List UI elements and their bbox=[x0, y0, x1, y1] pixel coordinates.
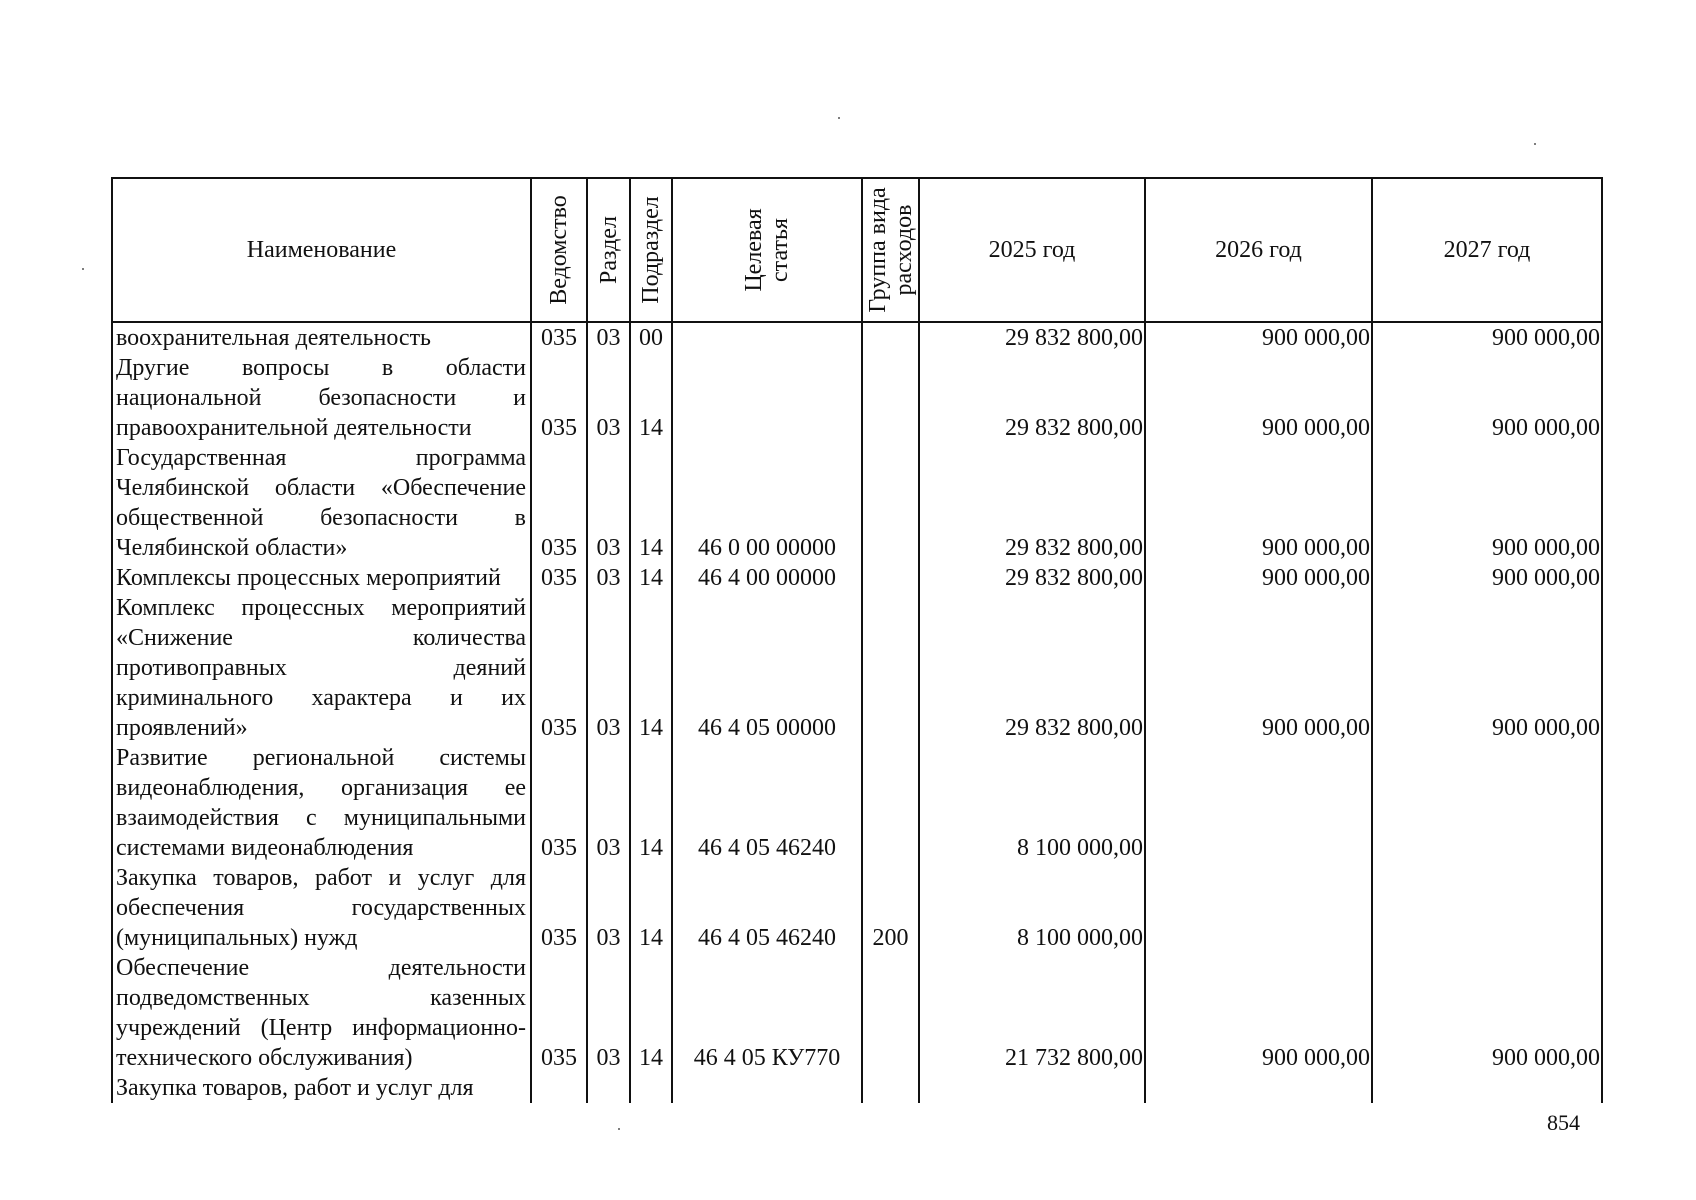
row-department: 035 bbox=[531, 743, 587, 863]
row-section: 03 bbox=[587, 353, 630, 443]
scan-speck bbox=[838, 117, 840, 119]
row-amount-2026 bbox=[1145, 743, 1372, 863]
row-amount-2025: 29 832 800,00 bbox=[919, 353, 1145, 443]
row-amount-2025: 29 832 800,00 bbox=[919, 443, 1145, 563]
row-department bbox=[531, 1073, 587, 1103]
row-expense-group bbox=[862, 743, 919, 863]
row-subsection: 14 bbox=[630, 593, 672, 743]
row-amount-2026: 900 000,00 bbox=[1145, 953, 1372, 1073]
row-name: Развитие региональной системы видеонаблюдения, организация ее взаимодействия с муниципальными системами видеонаблюдения bbox=[112, 743, 531, 863]
row-subsection: 14 bbox=[630, 863, 672, 953]
table-body bbox=[112, 322, 1602, 1103]
row-amount-2027 bbox=[1372, 1073, 1602, 1103]
table-row bbox=[112, 953, 1602, 1073]
row-amount-2027: 900 000,00 bbox=[1372, 563, 1602, 593]
row-expense-group bbox=[862, 593, 919, 743]
scan-speck bbox=[1534, 143, 1536, 145]
row-expense-group: 200 bbox=[862, 863, 919, 953]
row-amount-2025: 8 100 000,00 bbox=[919, 743, 1145, 863]
table-row bbox=[112, 593, 1602, 743]
header-expense-group: Группа вида расходов bbox=[862, 178, 919, 322]
row-expense-group bbox=[862, 353, 919, 443]
row-name: воохранительная деятельность bbox=[112, 322, 531, 353]
header-target-article: Целевая статья bbox=[672, 178, 862, 322]
row-name: Государственная программа Челябинской области «Обеспечение общественной безопасности в Челябинской области» bbox=[112, 443, 531, 563]
row-amount-2027 bbox=[1372, 863, 1602, 953]
table-header bbox=[112, 178, 1602, 322]
row-amount-2027: 900 000,00 bbox=[1372, 353, 1602, 443]
table-row bbox=[112, 322, 1602, 353]
row-department: 035 bbox=[531, 593, 587, 743]
row-amount-2027: 900 000,00 bbox=[1372, 593, 1602, 743]
row-amount-2026: 900 000,00 bbox=[1145, 563, 1372, 593]
row-subsection: 00 bbox=[630, 322, 672, 353]
row-amount-2025: 29 832 800,00 bbox=[919, 322, 1145, 353]
row-target-article: 46 0 00 00000 bbox=[672, 443, 862, 563]
row-amount-2025: 21 732 800,00 bbox=[919, 953, 1145, 1073]
row-target-article: 46 4 05 КУ770 bbox=[672, 953, 862, 1073]
row-department: 035 bbox=[531, 563, 587, 593]
row-name: Закупка товаров, работ и услуг для обеспечения государственных (муниципальных) нужд bbox=[112, 863, 531, 953]
row-name: Закупка товаров, работ и услуг для bbox=[112, 1073, 531, 1103]
row-amount-2027: 900 000,00 bbox=[1372, 443, 1602, 563]
row-section bbox=[587, 1073, 630, 1103]
scan-speck bbox=[82, 268, 84, 270]
row-target-article: 46 4 00 00000 bbox=[672, 563, 862, 593]
row-target-article: 46 4 05 00000 bbox=[672, 593, 862, 743]
row-target-article bbox=[672, 353, 862, 443]
row-amount-2027: 900 000,00 bbox=[1372, 322, 1602, 353]
budget-table bbox=[111, 177, 1603, 1103]
row-amount-2027: 900 000,00 bbox=[1372, 953, 1602, 1073]
row-target-article bbox=[672, 322, 862, 353]
row-name: Обеспечение деятельности подведомственных казенных учреждений (Центр информационно-технического обслуживания) bbox=[112, 953, 531, 1073]
row-expense-group bbox=[862, 953, 919, 1073]
row-amount-2025: 29 832 800,00 bbox=[919, 563, 1145, 593]
header-year-2027: 2027 год bbox=[1372, 178, 1602, 322]
header-year-2026: 2026 год bbox=[1145, 178, 1372, 322]
row-expense-group bbox=[862, 443, 919, 563]
row-amount-2026: 900 000,00 bbox=[1145, 322, 1372, 353]
row-expense-group bbox=[862, 563, 919, 593]
row-target-article: 46 4 05 46240 bbox=[672, 863, 862, 953]
row-amount-2027 bbox=[1372, 743, 1602, 863]
header-section: Раздел bbox=[587, 178, 630, 322]
header-name: Наименование bbox=[112, 178, 531, 322]
table-row bbox=[112, 863, 1602, 953]
row-section: 03 bbox=[587, 443, 630, 563]
row-section: 03 bbox=[587, 563, 630, 593]
row-section: 03 bbox=[587, 743, 630, 863]
row-subsection bbox=[630, 1073, 672, 1103]
row-subsection: 14 bbox=[630, 563, 672, 593]
table-row bbox=[112, 443, 1602, 563]
row-expense-group bbox=[862, 1073, 919, 1103]
scan-speck bbox=[618, 1128, 620, 1130]
header-subsection: Подраздел bbox=[630, 178, 672, 322]
row-department: 035 bbox=[531, 443, 587, 563]
page-number: 854 bbox=[1547, 1110, 1580, 1135]
header-department: Ведомство bbox=[531, 178, 587, 322]
row-name: Комплекс процессных мероприятий «Снижение количества противоправных деяний криминального характера и их проявлений» bbox=[112, 593, 531, 743]
row-amount-2025: 8 100 000,00 bbox=[919, 863, 1145, 953]
row-department: 035 bbox=[531, 863, 587, 953]
row-department: 035 bbox=[531, 322, 587, 353]
row-section: 03 bbox=[587, 322, 630, 353]
row-department: 035 bbox=[531, 353, 587, 443]
row-department: 035 bbox=[531, 953, 587, 1073]
header-year-2025: 2025 год bbox=[919, 178, 1145, 322]
table-row bbox=[112, 563, 1602, 593]
row-subsection: 14 bbox=[630, 443, 672, 563]
row-section: 03 bbox=[587, 863, 630, 953]
row-amount-2026: 900 000,00 bbox=[1145, 443, 1372, 563]
row-section: 03 bbox=[587, 953, 630, 1073]
row-name: Комплексы процессных мероприятий bbox=[112, 563, 531, 593]
row-subsection: 14 bbox=[630, 353, 672, 443]
table-row bbox=[112, 353, 1602, 443]
row-amount-2025: 29 832 800,00 bbox=[919, 593, 1145, 743]
table-row bbox=[112, 1073, 1602, 1103]
row-subsection: 14 bbox=[630, 743, 672, 863]
row-name: Другие вопросы в области национальной безопасности и правоохранительной деятельности bbox=[112, 353, 531, 443]
row-amount-2026 bbox=[1145, 1073, 1372, 1103]
table-row bbox=[112, 743, 1602, 863]
row-target-article bbox=[672, 1073, 862, 1103]
row-amount-2026 bbox=[1145, 863, 1372, 953]
row-target-article: 46 4 05 46240 bbox=[672, 743, 862, 863]
row-amount-2026: 900 000,00 bbox=[1145, 593, 1372, 743]
row-amount-2026: 900 000,00 bbox=[1145, 353, 1372, 443]
row-expense-group bbox=[862, 322, 919, 353]
row-amount-2025 bbox=[919, 1073, 1145, 1103]
row-subsection: 14 bbox=[630, 953, 672, 1073]
row-section: 03 bbox=[587, 593, 630, 743]
